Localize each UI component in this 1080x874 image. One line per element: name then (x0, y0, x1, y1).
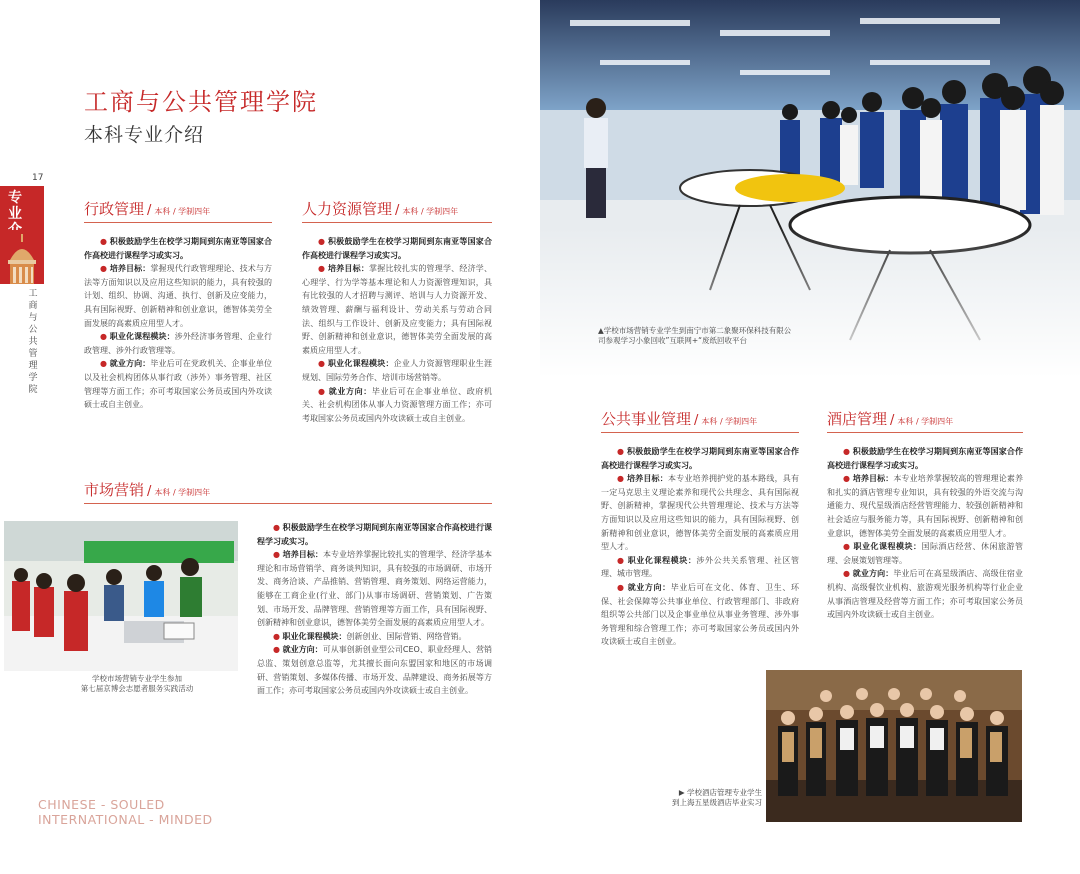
program-description: ● 积极鼓励学生在校学习期间到东南亚等国家合作高校进行课程学习或实习。 ● 培养目标：本专业培养掌握较高的管理理论素养和扎实的酒店管理专业知识，具有较强的外语交流与沟通能力、现代星级酒店经营管理能力、较强创新精神和社会适应与服务能力等，具有国际视野、创新精神和创业意识，德智体美劳全面发展的高素质应用型人才。 ● 职业化课程模块：国际酒店经营、休闲旅游管理、会展策划管理等。 ● 就业方向：毕业后可在高星级酒店、高级住宿业机构、高级餐饮业机构、旅游观光服务机构等行业企业从事酒店管理及经营等方面工作；亦可考取国家公务员或国内外攻读硕士或自主创业。 (827, 447, 1024, 620)
career-label: 就业方向： (109, 359, 151, 369)
goal-label: 培养目标： (282, 550, 323, 560)
career-text: 毕业后可在企事业单位、政府机关、社会机构团体从事人力资源管理方面工作；亦可考取国家公务员或国内外攻读硕士或自主创业。 (302, 386, 493, 423)
exchange-note: 积极鼓励学生在校学习期间到东南亚等国家合作高校进行课程学习或实习。 (601, 447, 799, 470)
goal-text: 本专业培养掌握较高的管理理论素养和扎实的酒店管理专业知识，具有较强的外语交流与沟通能力、现代星级酒店经营管理能力、较强创新精神和社会适应与服务能力等，具有国际视野、创新精神和创业意识，德智体美劳全面发展的高素质应用型人才。 (827, 474, 1023, 538)
program-header: 人力资源管理 / 本科 / 学制四年 (302, 198, 492, 223)
module-label: 职业化课程模块： (853, 542, 922, 552)
slogan-line-1: CHINESE - SOULED (38, 797, 165, 812)
career-text: 毕业后可在高星级酒店、高级住宿业机构、高级餐饮业机构、旅游观光服务机构等行业企业从事酒店管理及经营等方面工作；亦可考取国家公务员或国内外攻读硕士或自主创业。 (827, 569, 1023, 620)
career-text: 毕业后可在文化、体育、卫生、环保、社会保障等公共事业单位、行政管理部门、非政府组织等公共部门以及企事业单位从事业务管理、涉外事务管理和综合管理工作；亦可考取国家公务员或国内外攻读硕士或自主创业。 (601, 582, 799, 647)
left-section-tab (0, 186, 44, 284)
program-hr-management (302, 198, 492, 425)
career-text: 毕业后可在党政机关、企事业单位以及社会机构团体从事行政（涉外）事务管理、社区管理等方面工作；亦可考取国家公务员或国内外攻读硕士或自主创业。 (84, 359, 273, 410)
program-header: 酒店管理 / 本科 / 学制四年 (827, 408, 1023, 433)
program-header: 行政管理 / 本科 / 学制四年 (84, 198, 272, 223)
program-admin-management (84, 198, 272, 412)
career-label: 就业方向： (282, 645, 323, 655)
program-name: 酒店管理 (827, 410, 888, 428)
dome-building-icon (2, 230, 42, 284)
program-name: 行政管理 (84, 200, 145, 218)
module-label: 职业化课程模块： (109, 332, 175, 342)
module-text: 企业人力资源管理职业生涯规划、国际劳务合作、培训市场营销等。 (302, 359, 493, 382)
career-label: 就业方向： (852, 569, 894, 579)
left-vertical-college-name: 工商与公共管理学院 (28, 289, 38, 395)
program-description: ● 积极鼓励学生在校学习期间到东南亚等国家合作高校进行课程学习或实习。 ● 培养目标：掌握比较扎实的管理学、经济学、心理学、行为学等基本理论和人力资源管理知识，具有比较强的人才招聘与测评、培训与人力资源开发、绩效管理、薪酬与福利设计、劳动关系与劳动合同法、组织与工作设计、创新及应变能力；具有国际视野、创新精神和创业意识，德智体美劳全面发展的高素质应用型人才。 ● 职业化课程模块：企业人力资源管理职业生涯规划、国际劳务合作、培训市场营销等。 ● 就业方向：毕业后可在企事业单位、政府机关、社会机构团体从事人力资源管理方面工作；亦可考取国家公务员或国内外攻读硕士或自主创业。 (302, 237, 493, 423)
program-header: 市场营销 / 本科 / 学制四年 (84, 479, 492, 504)
program-header: 公共事业管理 / 本科 / 学制四年 (601, 408, 799, 433)
program-meta: 本科 / 学制四年 (897, 417, 954, 426)
module-text: 创新创业、国际营销、网络营销。 (346, 631, 467, 641)
slogan (38, 797, 213, 827)
marketing-photo-caption: 学校市场营销专业学生参加 第七届京博会志愿者服务实践活动 (80, 674, 194, 693)
program-description: ● 积极鼓励学生在校学习期间到东南亚等国家合作高校进行课程学习或实习。 ● 培养目标：本专业培养拥护党的基本路线，具有一定马克思主义理论素养和现代公共理念、具有国际视野、创新精神，掌握现代公共管理理论、技术与方法等方面知识以及应用这些知识的能力，具有国际视野、创新精神和创业意识，德智体美劳全面发展的高素质应用型人才。 ● 职业化课程模块：涉外公共关系管理、社区管理、城市管理。 ● 就业方向：毕业后可在文化、体育、卫生、环保、社会保障等公共事业单位、行政管理部门、非政府组织等公共部门以及企事业单位从事业务管理、涉外事务管理和综合管理工作；亦可考取国家公务员或国内外攻读硕士或自主创业。 (601, 447, 799, 647)
goal-text: 掌握现代行政管理理论、技术与方法等方面知识以及应用这些知识的能力，具有较强的计划、组织、协调、沟通、执行、创新及应变能力，具有国际视野、创新精神和创业意识，德智体美劳全面发展的高素质应用型人才。 (84, 264, 273, 328)
program-marketing-body (257, 521, 492, 698)
goal-text: 掌握比较扎实的管理学、经济学、心理学、行为学等基本理论和人力资源管理知识，具有比较强的人才招聘与测评、培训与人力资源开发、绩效管理、薪酬与福利设计、劳动关系与劳动合同法、组织与工作设计、创新及应变能力；具有国际视野、创新精神和创业意识，德智体美劳全面发展的高素质应用型人才。 (302, 264, 493, 355)
hotel-photo-caption: ▶ 学校酒店管理专业学生 到上海五星级酒店毕业实习 (672, 788, 762, 807)
program-name: 市场营销 (84, 481, 145, 499)
program-marketing (84, 479, 492, 504)
program-public-management (601, 408, 799, 649)
slogan-line-2: INTERNATIONAL - MINDED (38, 812, 213, 827)
module-text: 涉外公共关系管理、社区管理、城市管理。 (601, 555, 799, 579)
program-hotel-management (827, 408, 1023, 622)
left-tab-title: 专业 (8, 190, 22, 222)
program-name: 人力资源管理 (302, 200, 393, 218)
exchange-note: 积极鼓励学生在校学习期间到东南亚等国家合作高校进行课程学习或实习。 (302, 237, 493, 260)
program-name: 公共事业管理 (601, 410, 692, 428)
module-label: 职业化课程模块： (282, 631, 347, 641)
program-description: ● 积极鼓励学生在校学习期间到东南亚等国家合作高校进行课程学习或实习。 ● 培养目标：本专业培养掌握比较扎实的管理学、经济学基本理论和市场营销学、商务谈判知识，具有较强的市场调研、市场开发、商务洽谈、产品推销、营销管理、商务策划、网络运营能力，能够在工商企业(行业、部门)从事市场调研、营销策划、广告策划、市场开发、品牌管理、营销管理等方面工作，具有国际视野、创新精神和创业意识，德智体美劳全面发展的高素质应用型人才。 ● 职业化课程模块：创新创业、国际营销、网络营销。 ● 就业方向：可从事创新创业型公司CEO、职业经理人、营销总监、策划创意总监等，尤其擅长面向东盟国家和地区的市场调研、营销策划、多媒体传播、市场开发、品牌建设、商务拓展等方面工作；亦可考取国家公务员或国内外攻读硕士或自主创业。 (257, 523, 493, 696)
module-text: 涉外经济事务管理、企业行政管理、涉外行政管理等。 (84, 332, 273, 355)
goal-label: 培养目标： (109, 264, 151, 274)
page-number-left: 17 (32, 173, 44, 183)
module-label: 职业化课程模块： (627, 555, 697, 565)
goal-label: 培养目标： (626, 474, 668, 484)
program-meta: 本科 / 学制四年 (701, 417, 758, 426)
page-title: 工商与公共管理学院 (84, 88, 318, 116)
program-meta: 本科 / 学制四年 (154, 207, 211, 216)
career-text: 可从事创新创业型公司CEO、职业经理人、营销总监、策划创意总监等，尤其擅长面向东盟国家和地区的市场调研、营销策划、多媒体传播、市场开发、品牌建设、商务拓展等方面工作；亦可考取国家公务员或国内外攻读硕士或自主创业。 (257, 645, 493, 696)
goal-text: 本专业培养掌握比较扎实的管理学、经济学基本理论和市场营销学、商务谈判知识，具有较强的市场调研、市场开发、商务洽谈、产品推销、营销管理、商务策划、网络运营能力，能够在工商企业(行业、部门)从事市场调研、营销策划、广告策划、市场开发、品牌管理、营销管理等方面工作，具有国际视野、创新精神和创业意识，德智体美劳全面发展的高素质应用型人才。 (257, 550, 493, 628)
goal-text: 本专业培养拥护党的基本路线，具有一定马克思主义理论素养和现代公共理念、具有国际视野、创新精神，掌握现代公共管理理论、技术与方法等方面知识以及应用这些知识的能力，具有国际视野、创新精神和创业意识，德智体美劳全面发展的高素质应用型人才。 (601, 474, 799, 552)
module-text: 国际酒店经营、休闲旅游管理、会展策划管理等。 (827, 542, 1024, 565)
exchange-note: 积极鼓励学生在校学习期间到东南亚等国家合作高校进行课程学习或实习。 (84, 237, 273, 260)
exchange-note: 积极鼓励学生在校学习期间到东南亚等国家合作高校进行课程学习或实习。 (827, 447, 1023, 470)
marketing-volunteer-photo (4, 521, 238, 671)
goal-label: 培养目标： (852, 474, 894, 484)
program-meta: 本科 / 学制四年 (154, 488, 211, 497)
exhibition-photo-caption: ▲学校市场营销专业学生到南宁市第二象聚环保科技有限公司参观学习小象回收”互联网+“废纸回收平台 (598, 326, 792, 345)
module-label: 职业化课程模块： (327, 359, 394, 369)
page-subtitle: 本科专业介绍 (84, 124, 205, 146)
career-label: 就业方向： (627, 582, 671, 592)
hotel-internship-photo (766, 670, 1022, 822)
program-description: ● 积极鼓励学生在校学习期间到东南亚等国家合作高校进行课程学习或实习。 ● 培养目标：掌握现代行政管理理论、技术与方法等方面知识以及应用这些知识的能力，具有较强的计划、组织、协调、沟通、执行、创新及应变能力，具有国际视野、创新精神和创业意识，德智体美劳全面发展的高素质应用型人才。 ● 职业化课程模块：涉外经济事务管理、企业行政管理、涉外行政管理等。 ● 就业方向：毕业后可在党政机关、企事业单位以及社会机构团体从事行政（涉外）事务管理、社区管理等方面工作；亦可考取国家公务员或国内外攻读硕士或自主创业。 (84, 237, 273, 410)
goal-label: 培养目标： (327, 264, 370, 274)
program-meta: 本科 / 学制四年 (402, 207, 459, 216)
career-label: 就业方向： (328, 386, 372, 396)
exchange-note: 积极鼓励学生在校学习期间到东南亚等国家合作高校进行课程学习或实习。 (257, 523, 493, 546)
exhibition-photo (540, 0, 1080, 378)
